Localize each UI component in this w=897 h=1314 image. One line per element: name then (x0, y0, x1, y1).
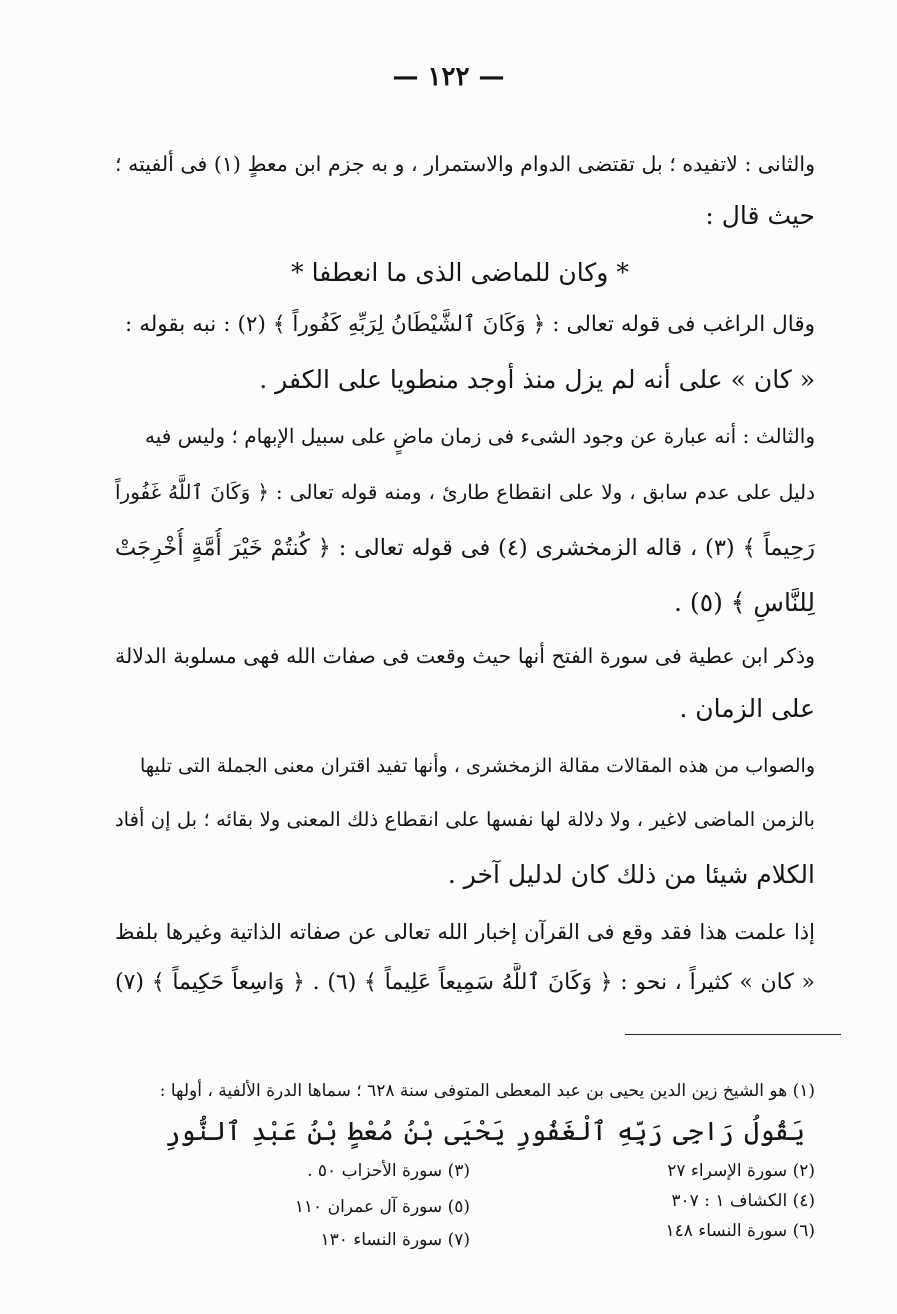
text-line-14: إذا علمت هذا فقد وقع فى القرآن إخبار الله تعالى عن صفاته الذاتية وغيرها بلفظ (115, 920, 815, 944)
text-line-3: وقال الراغب فى قوله تعالى : ﴿ وَكَانَ ٱلشَّيْطَانُ لِرَبِّهِ كَفُوراً ﴾ (٢) : نبه بقوله : (125, 312, 815, 337)
verse-line: * وكان للماضى الذى ما انعطفا * (291, 258, 629, 287)
page-number: — ١٢٢ — (392, 62, 505, 92)
footnote-7: (٧) سورة النساء ١٣٠ (320, 1230, 470, 1250)
text-line-5: والثالث : أنه عبارة عن وجود الشىء فى زمان ماضٍ على سبيل الإبهام ؛ وليس فيه (145, 424, 815, 448)
footnote-separator (625, 1034, 841, 1035)
text-line-1: والثانى : لاتفيده ؛ بل تقتضى الدوام والاستمرار ، و به جزم ابن معطٍ (١) فى ألفيته ؛ (115, 152, 815, 176)
text-line-13: الكلام شيئا من ذلك كان لدليل آخر . (447, 860, 815, 889)
text-line-8: لِلنَّاسِ ﴾ (٥) . (674, 588, 815, 617)
footnote-6: (٦) سورة النساء ١٤٨ (665, 1221, 815, 1241)
footnote-2: (٢) سورة الإسراء ٢٧ (667, 1161, 815, 1181)
text-line-15: « كان » كثيراً ، نحو : ﴿ وَكَانَ ٱللَّهُ سَمِيعاً عَلِيماً ﴾ (٦) . ﴿ وَاسِعاً حَكِيماً ﴾ (٧) (115, 970, 815, 995)
text-line-11: والصواب من هذه المقالات مقالة الزمخشرى ، وأنها تفيد اقتران معنى الجملة التى تليها (140, 755, 815, 777)
text-line-2: حيث قال : (705, 201, 815, 230)
text-line-4: « كان » على أنه لم يزل منذ أوجد منطويا على الكفر . (259, 365, 815, 394)
text-line-9: وذكر ابن عطية فى سورة الفتح أنها حيث وقعت فى صفات الله فهى مسلوبة الدلالة (115, 644, 815, 668)
footnote-3: (٣) سورة الأحزاب ٥٠ . (307, 1161, 470, 1181)
footnote-1: (١) هو الشيخ زين الدين يحيى بن عبد المعطى المتوفى سنة ٦٢٨ ؛ سماها الدرة الألفية ، أولها : (159, 1081, 815, 1101)
footnote-4: (٤) الكشاف ١ : ٣٠٧ (671, 1191, 815, 1211)
footnote-5: (٥) سورة آل عمران ١١٠ (294, 1197, 470, 1217)
text-line-6: دليل على عدم سابق ، ولا على انقطاع طارئ ، ومنه قوله تعالى : ﴿ وَكَانَ ٱللَّهُ غَفُوراً (115, 480, 815, 504)
footnote-verse: يَقُولُ رَاجِى رَبِّهِ ٱلْغَفُورِ يَحْيَى بْنُ مُعْطٍ بْنُ عَبْدِ ٱلنُّورِ (165, 1117, 805, 1147)
text-line-12: بالزمن الماضى لاغير ، ولا دلالة لها نفسها على انقطاع ذلك المعنى ولا بقائه ؛ بل إن أفاد (115, 808, 815, 831)
text-line-7: رَحِيماً ﴾ (٣) ، قاله الزمخشرى (٤) فى قوله تعالى : ﴿ كُنتُمْ خَيْرَ أُمَّةٍ أُخْرِجَتْ (115, 535, 815, 561)
text-line-10: على الزمان . (679, 694, 815, 723)
